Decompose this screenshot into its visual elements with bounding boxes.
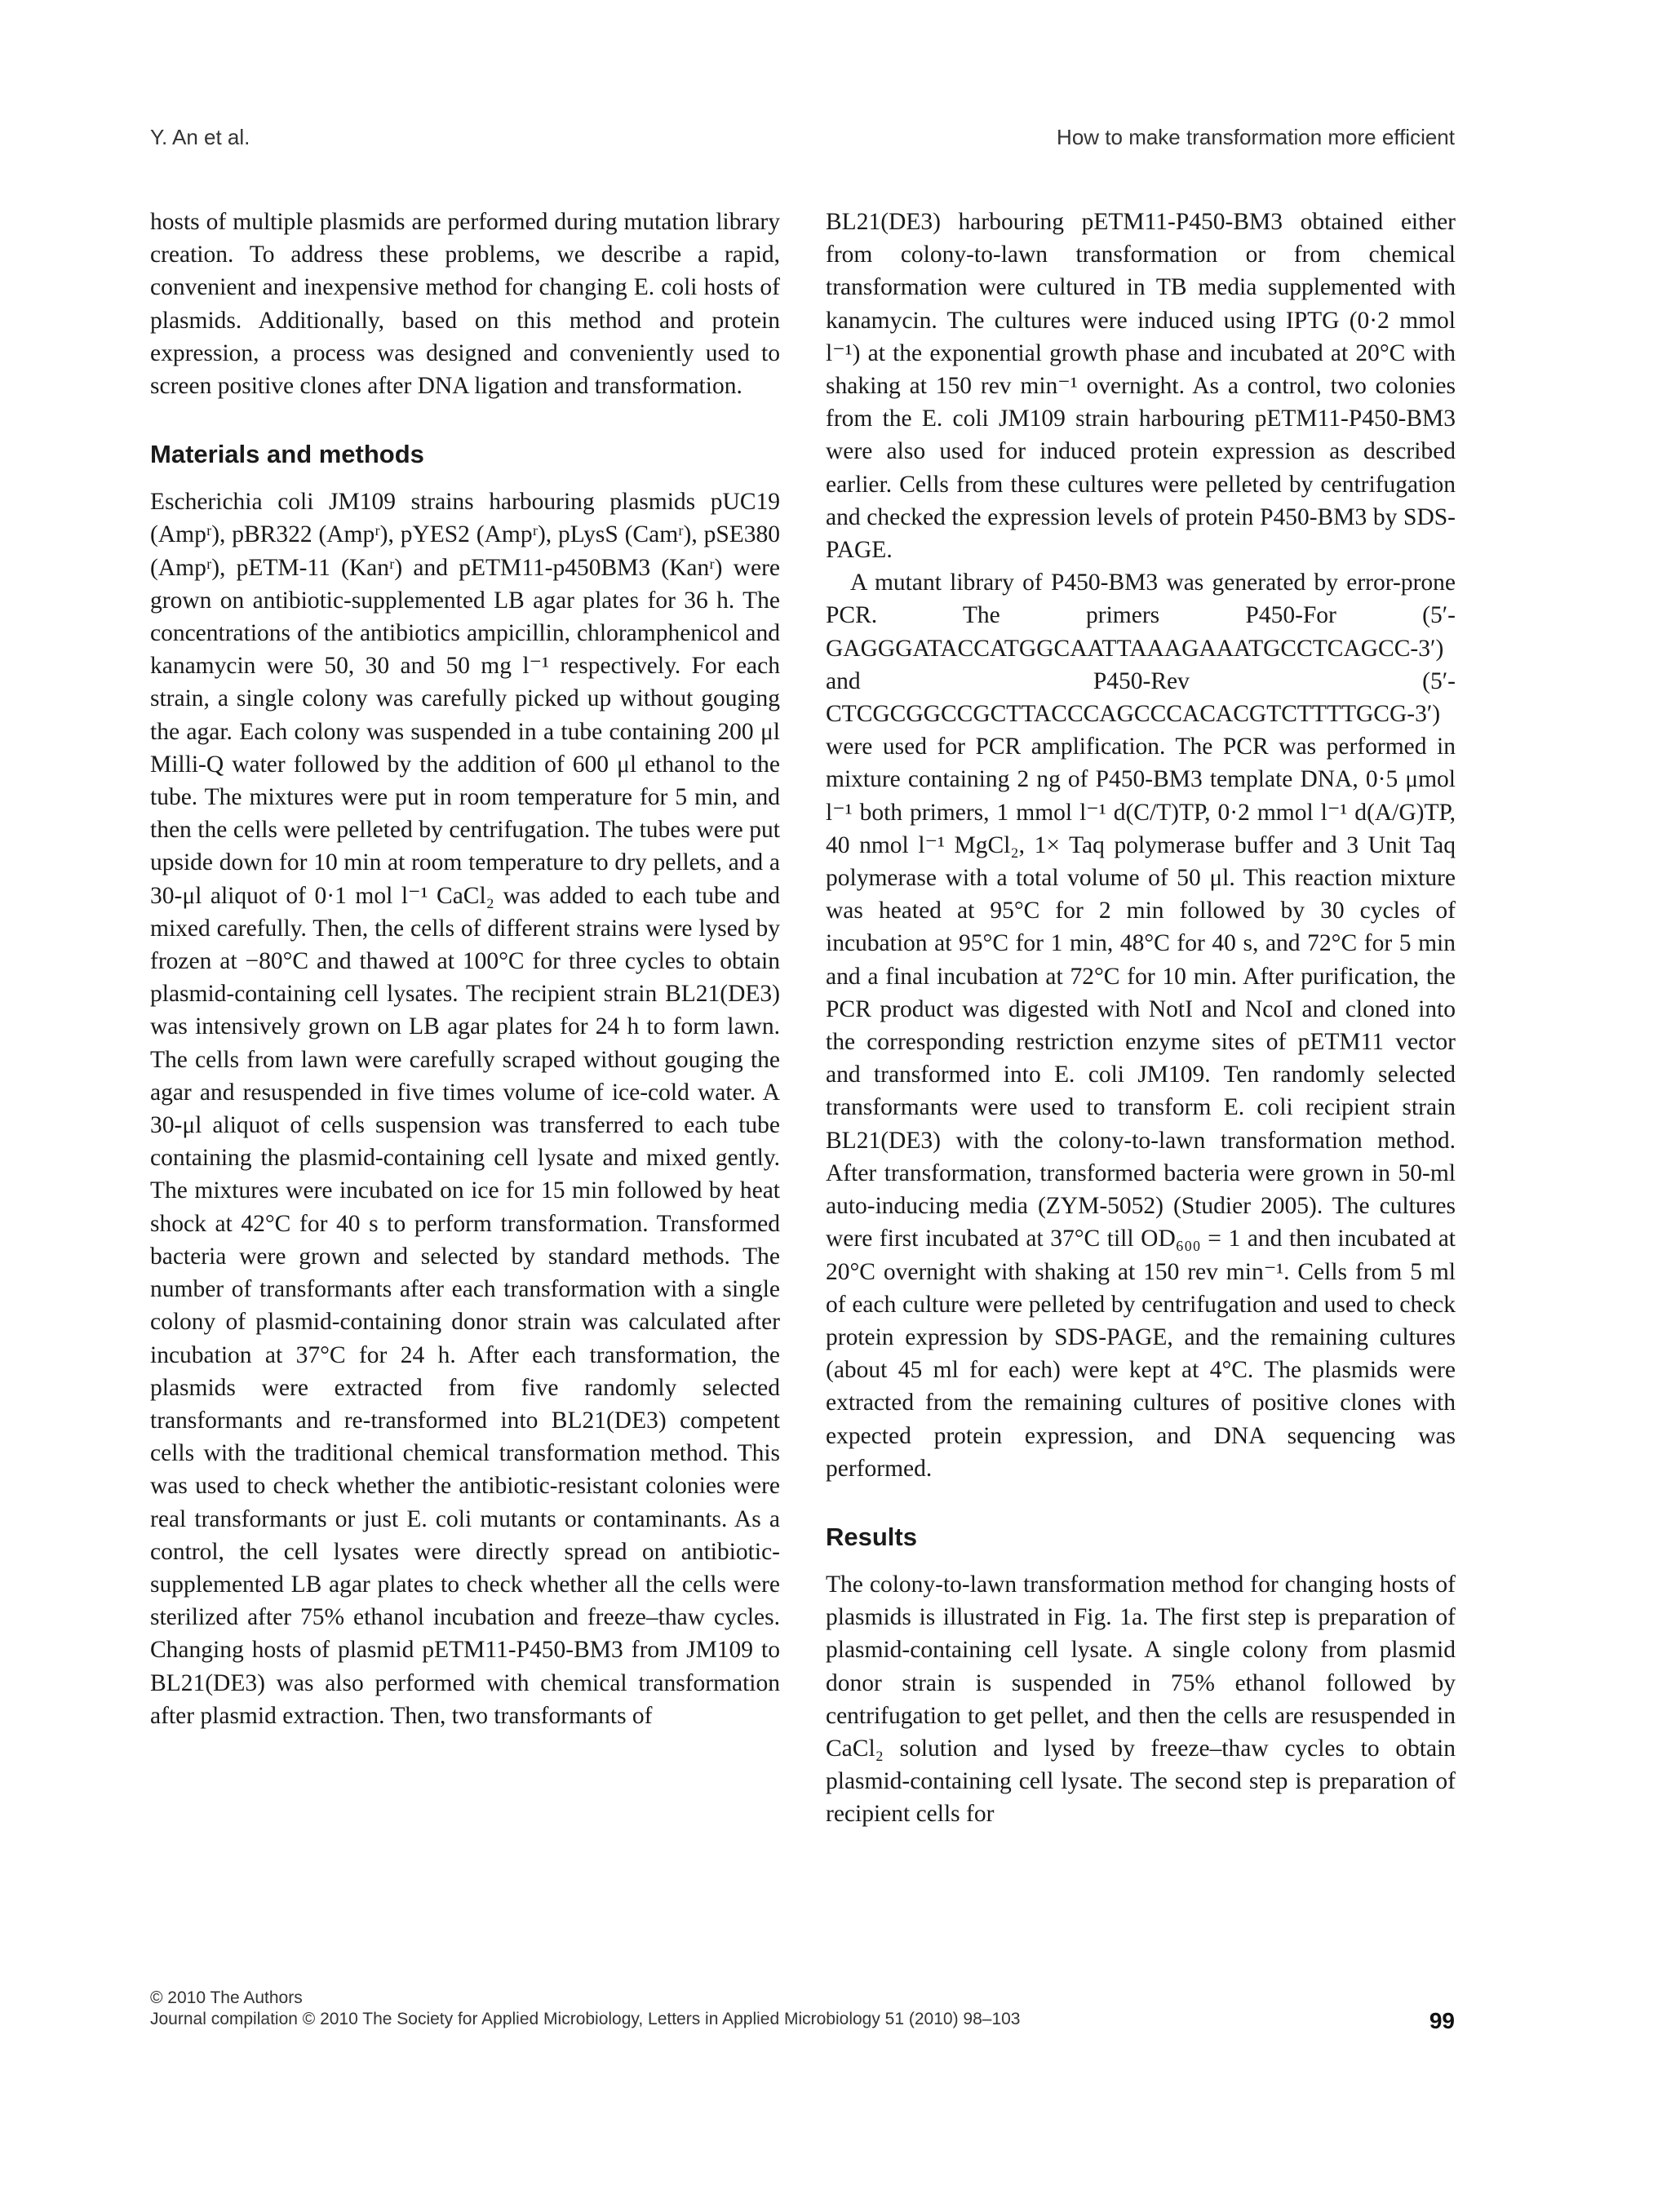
right-column <box>826 206 1456 1831</box>
paragraph-results: The colony-to-lawn transformation method for changing hosts of plasmids is illustrated in Fig. 1a. The first step is preparation of plasmid-containing cell lysate. A single colony from plasmid donor strain is suspended in 75% ethanol followed by centrifugation to get pellet, and then the cells are resuspended in CaCl₂ solution and lysed by freeze–thaw cycles to obtain plasmid-containing cell lysate. The second step is preparation of recipient cells for <box>826 1571 1456 1828</box>
paragraph-methods: Escherichia coli JM109 strains harbouring plasmids pUC19 (Ampʳ), pBR322 (Ampʳ), pYES2 (Ampʳ), pLysS (Camʳ), pSE380 (Ampʳ), pETM-11 (Kanʳ) and pETM11-p450BM3 (Kanʳ) were grown on antibiotic-supplemented LB agar plates for 36 h. The concentrations of the antibiotics ampicillin, chloramphenicol and kanamycin were 50, 30 and 50 mg l⁻¹ respectively. For each strain, a single colony was carefully picked up without gouging the agar. Each colony was suspended in a tube containing 200 μl Milli-Q water followed by the addition of 600 μl ethanol to the tube. The mixtures were put in room temperature for 5 min, and then the cells were pelleted by centrifugation. The tubes were put upside down for 10 min at room temperature to dry pellets, and a 30-μl aliquot of 0·1 mol l⁻¹ CaCl₂ was added to each tube and mixed carefully. Then, the cells of different strains were lysed by frozen at −80°C and thawed at 100°C for three cycles to obtain plasmid-containing cell lysates. The recipient strain BL21(DE3) was intensively grown on LB agar plates for 24 h to form lawn. The cells from lawn were carefully scraped without gouging the agar and resuspended in five times volume of ice-cold water. A 30-μl aliquot of cells suspension was transferred to each tube containing the plasmid-containing cell lysate and mixed gently. The mixtures were incubated on ice for 15 min followed by heat shock at 42°C for 40 s to perform transformation. Transformed bacteria were grown and selected by standard methods. The number of transformants after each transformation with a single colony of plasmid-containing donor strain was calculated after incubation at 37°C for 24 h. After each transformation, the plasmids were extracted from five randomly selected transformants and re-transformed into BL21(DE3) competent cells with the traditional chemical transformation method. This was used to check whether the antibiotic-resistant colonies were real transformants or just E. coli mutants or contaminants. As a control, the cell lysates were directly spread on antibiotic-supplemented LB agar plates to check whether all the cells were sterilized after 75% ethanol incubation and freeze–thaw cycles. Changing hosts of plasmid pETM11-P450-BM3 from JM109 to BL21(DE3) was also performed with chemical transformation after plasmid extraction. Then, two transformants of <box>150 489 780 1729</box>
paragraph-intro: hosts of multiple plasmids are performed during mutation library creation. To address these problems, we describe a rapid, convenient and inexpensive method for changing E. coli hosts of plasmids. Additionally, based on this method and protein expression, a process was designed and conveniently used to screen positive clones after DNA ligation and transformation. <box>150 209 780 400</box>
running-header <box>150 125 1455 157</box>
header-title: How to make transformation more efficient <box>1057 125 1455 149</box>
left-column <box>150 206 780 1732</box>
paragraph-mutant-library: A mutant library of P450-BM3 was generated by error-prone PCR. The primers P450-For (5′-GAGGGATACCATGGCAATTAAAGAAATGCCTCAGCC-3′) and P450-Rev (5′-CTCGCGGCCGCTTACCCAGCCCACACGTCTTTTGCG-3′) were used for PCR amplification. The PCR was performed in mixture containing 2 ng of P450-BM3 template DNA, 0·5 μmol l⁻¹ both primers, 1 mmol l⁻¹ d(C/T)TP, 0·2 mmol l⁻¹ d(A/G)TP, 40 nmol l⁻¹ MgCl₂, 1× Taq polymerase buffer and 3 Unit Taq polymerase with a total volume of 50 μl. This reaction mixture was heated at 95°C for 2 min followed by 30 cycles of incubation at 95°C for 1 min, 48°C for 40 s, and 72°C for 5 min and a final incubation at 72°C for 10 min. After purification, the PCR product was digested with NotI and NcoI and cloned into the corresponding restriction enzyme sites of pETM11 vector and transformed into E. coli JM109. Ten randomly selected transformants were used to transform E. coli recipient strain BL21(DE3) with the colony-to-lawn transformation method. After transformation, transformed bacteria were grown in 50-ml auto-inducing media (ZYM-5052) (Studier 2005). The cultures were first incubated at 37°C till OD₆₀₀ = 1 and then incubated at 20°C overnight with shaking at 150 rev min⁻¹. Cells from 5 ml of each culture were pelleted by centrifugation and used to check protein expression by SDS-PAGE, and the remaining cultures (about 45 ml for each) were kept at 4°C. The plasmids were extracted from the remaining cultures of positive clones with expected protein expression, and DNA sequencing was performed. <box>826 570 1456 1482</box>
paragraph-expression: BL21(DE3) harbouring pETM11-P450-BM3 obtained either from colony-to-lawn transformation or from chemical transformation were cultured in TB media supplemented with kanamycin. The cultures were induced using IPTG (0·2 mmol l⁻¹) at the exponential growth phase and incubated at 20°C with shaking at 150 rev min⁻¹ overnight. As a control, two colonies from the E. coli JM109 strain harbouring pETM11-P450-BM3 were also used for induced protein expression as described earlier. Cells from these cultures were pelleted by centrifugation and checked the expression levels of protein P450-BM3 by SDS-PAGE. <box>826 209 1456 564</box>
page-number: 99 <box>1429 2008 1455 2033</box>
footer-copyright: © 2010 The Authors <box>150 1988 303 2007</box>
section-heading-methods: Materials and methods <box>150 440 424 469</box>
page-footer <box>150 1988 1455 2033</box>
footer-journal: Journal compilation © 2010 The Society for Applied Microbiology, Letters in Applied Microbiology 51 (2010) 98–103 <box>150 2010 1021 2028</box>
section-heading-results: Results <box>826 1522 917 1551</box>
header-author: Y. An et al. <box>150 125 250 149</box>
